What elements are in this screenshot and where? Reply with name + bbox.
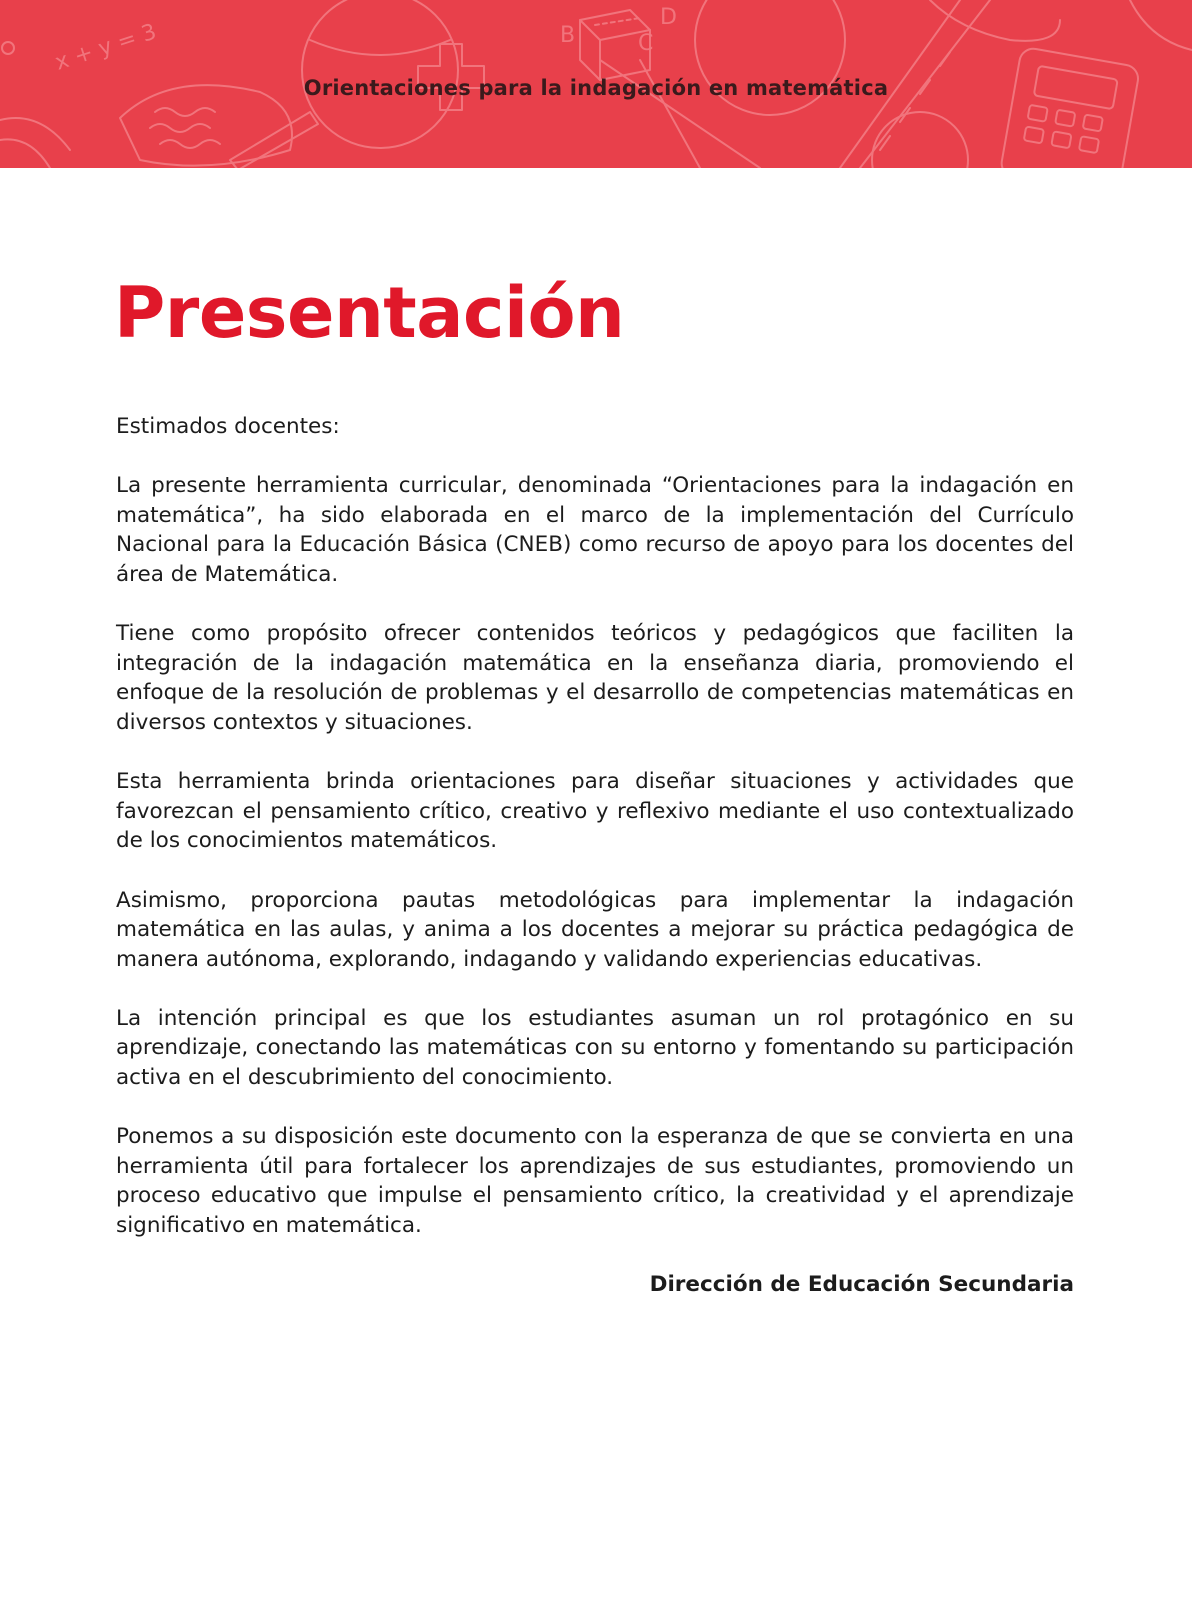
paragraph: Asimismo, proporciona pautas metodológicas para implementar la indagación matemática en las aulas, y anima a los docentes a mejorar su práctica pedagógica de manera autónoma, explorando, indagando y validando experiencias educativas. xyxy=(116,887,1074,972)
header-title: Orientaciones para la indagación en matemática xyxy=(303,76,889,100)
doodle-letter-d: D xyxy=(660,5,677,30)
signature: Dirección de Educación Secundaria xyxy=(649,1272,1074,1298)
document-body xyxy=(116,412,1074,1329)
paragraph: Ponemos a su disposición este documento con la esperanza de que se convierta en una herramienta útil para fortalecer los aprendizajes de sus estudiantes, promoviendo un proceso educativo que impulse el pensamiento crítico, la creatividad y el aprendizaje significativo en matemática. xyxy=(116,1124,1074,1239)
greeting: Estimados docentes: xyxy=(116,414,340,439)
doodle-equation: x + y = 3 xyxy=(52,19,160,76)
paragraph: Esta herramienta brinda orientaciones para diseñar situaciones y actividades que favorezcan el pensamiento crítico, creativo y reflexivo mediante el uso contextualizado de los conocimientos matemáticos. xyxy=(116,769,1074,854)
doodle-letter-b: B xyxy=(560,23,576,48)
paragraph: La intención principal es que los estudiantes asuman un rol protagónico en su aprendizaje, conectando las matemáticas con su entorno y fomentando su participación activa en el descubrimiento del conocimiento. xyxy=(116,1005,1074,1091)
paragraph: La presente herramienta curricular, denominada “Orientaciones para la indagación en matemática”, ha sido elaborada en el marco de la implementación del Currículo Nacional para la Educación Básica (CNEB) como recurso de apoyo para los docentes del área de Matemática. xyxy=(116,473,1074,587)
paragraph: Tiene como propósito ofrecer contenidos teóricos y pedagógicos que faciliten la integración de la indagación matemática en la enseñanza diaria, promoviendo el enfoque de la resolución de problemas y el desarrollo de competencias matemáticas en diversos contextos y situaciones. xyxy=(116,621,1074,735)
page-title: Presentación xyxy=(114,272,625,354)
header-banner xyxy=(0,0,1192,168)
doodle-letter-c: C xyxy=(638,31,654,56)
